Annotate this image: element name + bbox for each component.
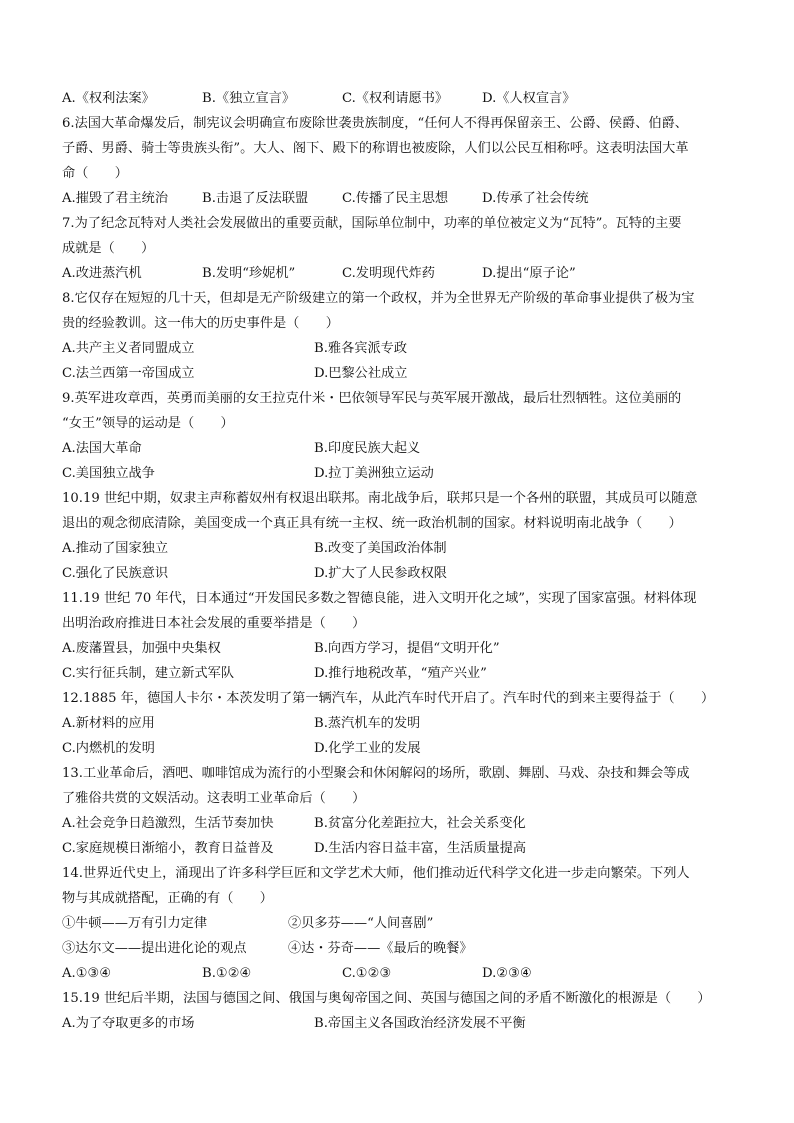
q6-option-b: B.击退了反法联盟 xyxy=(202,191,309,206)
q9-option-c: C.美国独立战争 xyxy=(62,466,155,481)
q14-pair-1: ①牛顿——万有引力定律 xyxy=(62,916,208,931)
q9-options-row-1 xyxy=(62,436,742,461)
q11-option-b: B.向西方学习，提倡“文明开化” xyxy=(314,641,500,656)
q11-options-row-1 xyxy=(62,636,742,661)
q11-stem-line-1: 11.19 世纪 70 年代，日本通过“开发国民多数之智德良能，进入文明开化之域”，实现了国家富强。材料体现 xyxy=(62,591,697,606)
q10-option-c: C.强化了民族意识 xyxy=(62,566,169,581)
q9-option-d: D.拉丁美洲独立运动 xyxy=(314,466,434,481)
q15-stem-line-1: 15.19 世纪后半期，法国与德国之间、俄国与奥匈帝国之间、英国与德国之间的矛盾不断激化的根源是（ ） xyxy=(62,991,711,1006)
q6-option-a: A.摧毁了君主统治 xyxy=(62,191,169,206)
q13-stem-line-1: 13.工业革命后，酒吧、咖啡馆成为流行的小型聚会和休闲解闷的场所，歌剧、舞剧、马戏、杂技和舞会等成 xyxy=(62,766,690,781)
q13-option-b: B.贫富分化差距拉大，社会关系变化 xyxy=(314,816,526,831)
q14-option-c: C.①②③ xyxy=(342,966,392,981)
q10-option-a: A.推动了国家独立 xyxy=(62,541,169,556)
q6-option-c: C.传播了民主思想 xyxy=(342,191,449,206)
q8-option-b: B.雅各宾派专政 xyxy=(314,341,408,356)
q13-options-row-1 xyxy=(62,811,742,836)
q8-option-c: C.法兰西第一帝国成立 xyxy=(62,366,195,381)
q13-option-d: D.生活内容日益丰富，生活质量提高 xyxy=(314,841,527,856)
q15-option-a: A.为了夺取更多的市场 xyxy=(62,1016,195,1031)
q8-option-a: A.共产主义者同盟成立 xyxy=(62,341,195,356)
q14-option-a: A.①③④ xyxy=(62,966,112,981)
q14-pairs-row-1 xyxy=(62,911,742,936)
q10-options-row-1 xyxy=(62,536,742,561)
q15-option-b: B.帝国主义各国政治经济发展不平衡 xyxy=(314,1016,526,1031)
q13-options-row-2 xyxy=(62,836,742,861)
q10-options-row-2 xyxy=(62,561,742,586)
q8-options-row-2 xyxy=(62,361,742,386)
q5-option-b: B.《独立宣言》 xyxy=(202,91,296,106)
q9-stem-line-1: 9.英军进攻章西，英勇而美丽的女王拉克什米・巴依领导军民与英军展开激战，最后壮烈牺牲。这位美丽的 xyxy=(62,391,682,406)
q14-pair-3: ③达尔文——提出进化论的观点 xyxy=(62,941,247,956)
q14-option-b: B.①②④ xyxy=(202,966,252,981)
q12-option-b: B.蒸汽机车的发明 xyxy=(314,716,421,731)
q6-option-d: D.传承了社会传统 xyxy=(482,191,589,206)
q7-stem-line-2: 成就是（ ） xyxy=(62,241,155,256)
q10-option-b: B.改变了美国政治体制 xyxy=(314,541,447,556)
q5-option-a: A.《权利法案》 xyxy=(62,91,155,106)
q5-options xyxy=(62,86,742,111)
q13-stem-line-2: 了雅俗共赏的文娱活动。这表明工业革命后（ ） xyxy=(62,791,366,806)
q11-option-c: C.实行征兵制，建立新式军队 xyxy=(62,666,235,681)
q12-option-a: A.新材料的应用 xyxy=(62,716,155,731)
q11-option-d: D.推行地税改革，“殖产兴业” xyxy=(314,666,487,681)
q6-options xyxy=(62,186,742,211)
q14-pair-4: ④达・芬奇——《最后的晚餐》 xyxy=(288,941,473,956)
q5-option-d: D.《人权宣言》 xyxy=(482,91,576,106)
q14-stem-line-2: 物与其成就搭配，正确的有（ ） xyxy=(62,891,273,906)
q9-option-b: B.印度民族大起义 xyxy=(314,441,421,456)
exam-page xyxy=(62,86,742,1036)
q10-stem-line-1: 10.19 世纪中期，奴隶主声称蓄奴州有权退出联邦。南北战争后，联邦只是一个各州的联盟，其成员可以随意 xyxy=(62,491,698,506)
q9-option-a: A.法国大革命 xyxy=(62,441,142,456)
q11-stem-line-2: 出明治政府推进日本社会发展的重要举措是（ ） xyxy=(62,616,366,631)
q9-stem-line-2: “女王”领导的运动是（ ） xyxy=(62,416,234,431)
q7-option-d: D.提出“原子论” xyxy=(482,266,576,281)
q10-option-d: D.扩大了人民参政权限 xyxy=(314,566,447,581)
q8-stem-line-2: 贵的经验教训。这一伟大的历史事件是（ ） xyxy=(62,316,339,331)
q7-option-b: B.发明“珍妮机” xyxy=(202,266,296,281)
q14-stem-line-1: 14.世界近代史上，涌现出了许多科学巨匠和文学艺术大师，他们推动近代科学文化进一步走向繁荣。下列人 xyxy=(62,866,690,881)
q12-options-row-1 xyxy=(62,711,742,736)
q12-option-c: C.内燃机的发明 xyxy=(62,741,155,756)
q6-stem-line-2: 子爵、男爵、骑士等贵族头衔”。大人、阁下、殿下的称谓也被废除，人们以公民互相称呼。这表明法国大革 xyxy=(62,141,689,156)
q13-option-c: C.家庭规模日渐缩小，教育日益普及 xyxy=(62,841,274,856)
q12-stem-line-1: 12.1885 年，德国人卡尔・本茨发明了第一辆汽车，从此汽车时代开启了。汽车时代的到来主要得益于（ ） xyxy=(62,691,715,706)
q14-option-d: D.②③④ xyxy=(482,966,532,981)
q12-options-row-2 xyxy=(62,736,742,761)
q7-option-a: A.改进蒸汽机 xyxy=(62,266,142,281)
q12-option-d: D.化学工业的发展 xyxy=(314,741,421,756)
q15-options-row-1 xyxy=(62,1011,742,1036)
q8-options-row-1 xyxy=(62,336,742,361)
q14-pair-2: ②贝多芬——“人间喜剧” xyxy=(288,916,434,931)
q6-stem-line-3: 命（ ） xyxy=(62,166,128,181)
q11-option-a: A.废藩置县，加强中央集权 xyxy=(62,641,221,656)
q11-options-row-2 xyxy=(62,661,742,686)
q7-stem-line-1: 7.为了纪念瓦特对人类社会发展做出的重要贡献，国际单位制中，功率的单位被定义为“瓦特”。瓦特的主要 xyxy=(62,216,682,231)
q7-options xyxy=(62,261,742,286)
q5-option-c: C.《权利请愿书》 xyxy=(342,91,449,106)
q14-options xyxy=(62,961,742,986)
q9-options-row-2 xyxy=(62,461,742,486)
q8-stem-line-1: 8.它仅存在短短的几十天，但却是无产阶级建立的第一个政权，并为全世界无产阶级的革命事业提供了极为宝 xyxy=(62,291,695,306)
q13-option-a: A.社会竞争日趋激烈，生活节奏加快 xyxy=(62,816,274,831)
q14-pairs-row-2 xyxy=(62,936,742,961)
q10-stem-line-2: 退出的观念彻底清除，美国变成一个真正具有统一主权、统一政治机制的国家。材料说明南北战争（ ） xyxy=(62,516,682,531)
q7-option-c: C.发明现代炸药 xyxy=(342,266,435,281)
q6-stem-line-1: 6.法国大革命爆发后，制宪议会明确宣布废除世袭贵族制度，“任何人不得再保留亲王、公爵、侯爵、伯爵、 xyxy=(62,116,688,131)
q8-option-d: D.巴黎公社成立 xyxy=(314,366,408,381)
